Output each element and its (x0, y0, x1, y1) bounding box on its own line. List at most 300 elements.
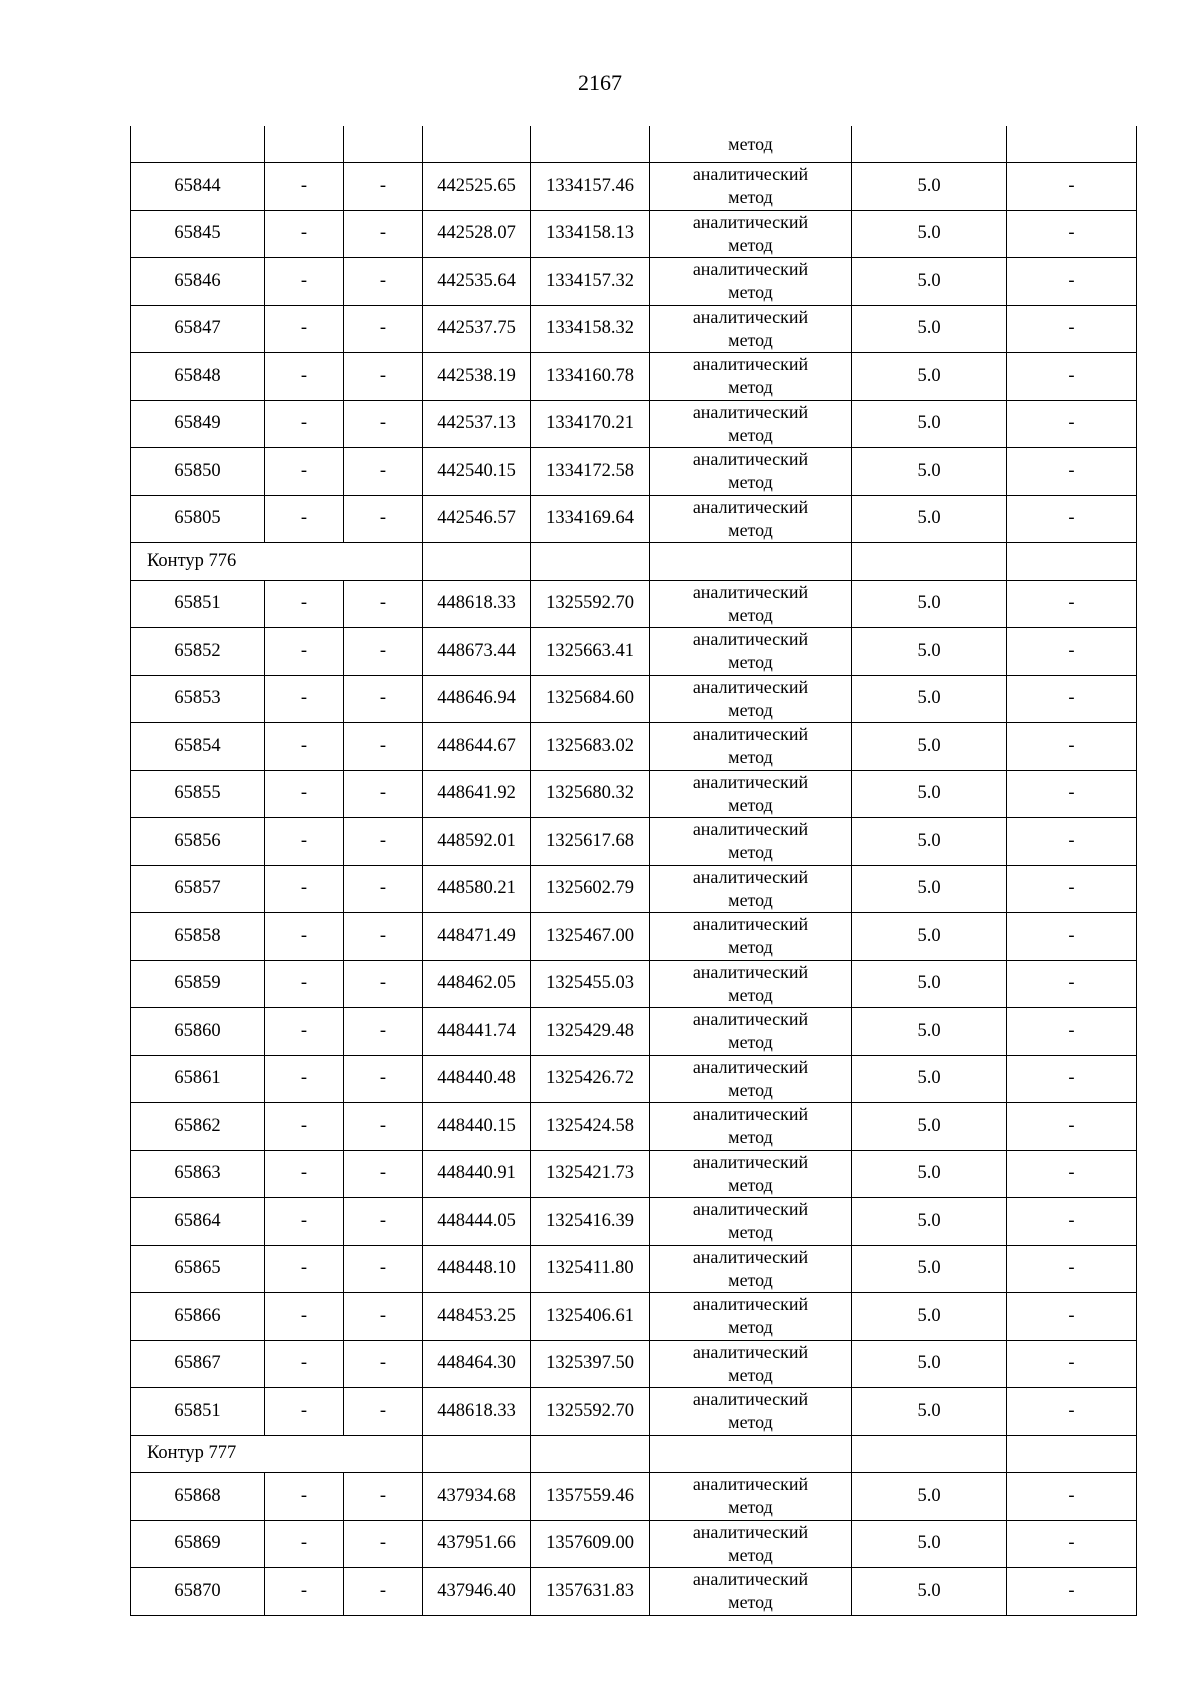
cell-method (650, 770, 852, 818)
cell-y: 1334157.32 (531, 258, 650, 306)
method-line-2: метод (728, 187, 773, 208)
coordinates-table (130, 126, 1137, 1616)
cell-y: 1325467.00 (531, 913, 650, 961)
cell-x: 442528.07 (423, 210, 531, 258)
cell-point-id: 65849 (131, 400, 265, 448)
method-line-1: аналитический (692, 1389, 809, 1410)
cell-col2: - (265, 353, 344, 401)
cell-point-id: 65865 (131, 1245, 265, 1293)
method-line-2: метод (728, 1364, 773, 1385)
cell-x (423, 126, 531, 163)
method-line-1: аналитический (692, 1294, 809, 1315)
cell-accuracy: 5.0 (852, 305, 1007, 353)
cell-col8: - (1007, 1245, 1137, 1293)
cell-y: 1325592.70 (531, 1388, 650, 1436)
cell-method (650, 1568, 852, 1616)
cell-method (650, 543, 852, 581)
cell-x: 448462.05 (423, 960, 531, 1008)
cell-point-id: 65863 (131, 1150, 265, 1198)
cell-accuracy: 5.0 (852, 400, 1007, 448)
cell-col2: - (265, 818, 344, 866)
cell-y: 1325406.61 (531, 1293, 650, 1341)
section-label: Контур 777 (131, 1435, 423, 1473)
cell-accuracy: 5.0 (852, 258, 1007, 306)
cell-col3: - (344, 818, 423, 866)
cell-col8: - (1007, 580, 1137, 628)
cell-y: 1325411.80 (531, 1245, 650, 1293)
cell-y: 1334157.46 (531, 163, 650, 211)
cell-col3: - (344, 865, 423, 913)
cell-col3: - (344, 163, 423, 211)
method-line-1: аналитический (692, 866, 809, 887)
cell-point-id: 65869 (131, 1520, 265, 1568)
cell-method (650, 960, 852, 1008)
method-line-2: метод (728, 329, 773, 350)
table-row-continuation (131, 126, 1137, 163)
cell-x: 442535.64 (423, 258, 531, 306)
cell-y (531, 1435, 650, 1473)
cell-col2: - (265, 210, 344, 258)
cell-y: 1325426.72 (531, 1055, 650, 1103)
cell-col2: - (265, 448, 344, 496)
method-line-2: метод (728, 1222, 773, 1243)
cell-point-id: 65805 (131, 495, 265, 543)
table-row (131, 258, 1137, 306)
cell-accuracy: 5.0 (852, 628, 1007, 676)
method-line-1: аналитический (692, 354, 809, 375)
table-row (131, 1103, 1137, 1151)
method-line-2: метод (728, 699, 773, 720)
method-line-2: метод (728, 604, 773, 625)
cell-method (650, 400, 852, 448)
cell-col3: - (344, 400, 423, 448)
table-row (131, 1150, 1137, 1198)
cell-y (531, 126, 650, 163)
cell-col8: - (1007, 865, 1137, 913)
cell-point-id: 65848 (131, 353, 265, 401)
cell-accuracy: 5.0 (852, 1008, 1007, 1056)
cell-x: 448580.21 (423, 865, 531, 913)
cell-col3: - (344, 675, 423, 723)
cell-method (650, 580, 852, 628)
cell-accuracy: 5.0 (852, 448, 1007, 496)
cell-accuracy: 5.0 (852, 495, 1007, 543)
cell-x: 448440.91 (423, 1150, 531, 1198)
cell-method (650, 353, 852, 401)
cell-x: 448471.49 (423, 913, 531, 961)
cell-col2: - (265, 770, 344, 818)
cell-point-id: 65864 (131, 1198, 265, 1246)
cell-x: 442537.13 (423, 400, 531, 448)
cell-point-id: 65856 (131, 818, 265, 866)
method-line-2: метод (728, 937, 773, 958)
section-row (131, 1435, 1137, 1473)
cell-x: 442546.57 (423, 495, 531, 543)
cell-col8: - (1007, 353, 1137, 401)
table-row (131, 865, 1137, 913)
cell-x: 448453.25 (423, 1293, 531, 1341)
method-line-2: метод (728, 1174, 773, 1195)
cell-y: 1334160.78 (531, 353, 650, 401)
cell-y: 1325424.58 (531, 1103, 650, 1151)
cell-accuracy: 5.0 (852, 1055, 1007, 1103)
cell-point-id: 65870 (131, 1568, 265, 1616)
cell-col3: - (344, 1150, 423, 1198)
cell-accuracy: 5.0 (852, 1568, 1007, 1616)
cell-col3: - (344, 1520, 423, 1568)
method-line-2: метод (728, 234, 773, 255)
cell-point-id: 65860 (131, 1008, 265, 1056)
cell-col8: - (1007, 1568, 1137, 1616)
cell-accuracy: 5.0 (852, 1293, 1007, 1341)
cell-col8: - (1007, 258, 1137, 306)
cell-y: 1357559.46 (531, 1473, 650, 1521)
method-line-2: метод (728, 519, 773, 540)
cell-col3: - (344, 960, 423, 1008)
table-row (131, 1340, 1137, 1388)
method-line-1: аналитический (692, 496, 809, 517)
cell-y: 1325429.48 (531, 1008, 650, 1056)
table-row (131, 305, 1137, 353)
cell-method (650, 1340, 852, 1388)
cell-method (650, 448, 852, 496)
cell-x: 448618.33 (423, 580, 531, 628)
cell-method (650, 913, 852, 961)
section-label: Контур 776 (131, 543, 423, 581)
cell-col3: - (344, 1245, 423, 1293)
cell-point-id: 65857 (131, 865, 265, 913)
cell-y: 1325680.32 (531, 770, 650, 818)
cell-x (423, 1435, 531, 1473)
cell-accuracy: 5.0 (852, 353, 1007, 401)
method-line-1: аналитический (692, 961, 809, 982)
cell-accuracy: 5.0 (852, 675, 1007, 723)
cell-accuracy: 5.0 (852, 723, 1007, 771)
cell-col3: - (344, 1340, 423, 1388)
table-row (131, 960, 1137, 1008)
cell-method (650, 495, 852, 543)
method-line-2: метод (728, 282, 773, 303)
cell-col8: - (1007, 1520, 1137, 1568)
table-row (131, 448, 1137, 496)
cell-method (650, 1198, 852, 1246)
method-line-2: метод (728, 1592, 773, 1613)
cell-col2: - (265, 913, 344, 961)
table-row (131, 495, 1137, 543)
table-row (131, 353, 1137, 401)
cell-col8: - (1007, 495, 1137, 543)
cell-y: 1334158.32 (531, 305, 650, 353)
method-line-1: аналитический (692, 629, 809, 650)
cell-col3: - (344, 353, 423, 401)
method-line-2: метод (728, 1544, 773, 1565)
cell-col3: - (344, 1388, 423, 1436)
method-line-1: аналитический (692, 449, 809, 470)
method-line-2: метод (728, 1497, 773, 1518)
method-line-2: метод (728, 794, 773, 815)
cell-method (650, 1245, 852, 1293)
cell-x (423, 543, 531, 581)
cell-y: 1325602.79 (531, 865, 650, 913)
cell-x: 448444.05 (423, 1198, 531, 1246)
cell-method (650, 628, 852, 676)
method-line-2: метод (728, 1032, 773, 1053)
cell-point-id: 65854 (131, 723, 265, 771)
method-line-2: метод (728, 747, 773, 768)
cell-method (650, 258, 852, 306)
cell-col2: - (265, 1150, 344, 1198)
method-line-1: аналитический (692, 1104, 809, 1125)
cell-accuracy: 5.0 (852, 580, 1007, 628)
cell-col8: - (1007, 1103, 1137, 1151)
cell-method (650, 865, 852, 913)
cell-col3: - (344, 1055, 423, 1103)
table-row (131, 1008, 1137, 1056)
method-line-2: метод (728, 842, 773, 863)
method-line-1: аналитический (692, 1521, 809, 1542)
method-line-2: метод (728, 1317, 773, 1338)
cell-point-id: 65855 (131, 770, 265, 818)
cell-accuracy: 5.0 (852, 210, 1007, 258)
cell-x: 448592.01 (423, 818, 531, 866)
cell-method (650, 1103, 852, 1151)
method-line-1: аналитический (692, 306, 809, 327)
cell-method (650, 675, 852, 723)
cell-col8: - (1007, 960, 1137, 1008)
cell-point-id: 65858 (131, 913, 265, 961)
cell-col3: - (344, 210, 423, 258)
cell-point-id: 65845 (131, 210, 265, 258)
cell-col3: - (344, 580, 423, 628)
table-row (131, 1568, 1137, 1616)
cell-x: 448673.44 (423, 628, 531, 676)
table-body (131, 126, 1137, 1615)
cell-y: 1325455.03 (531, 960, 650, 1008)
cell-col2: - (265, 1103, 344, 1151)
cell-col3: - (344, 913, 423, 961)
cell-y: 1334169.64 (531, 495, 650, 543)
cell-col8: - (1007, 1293, 1137, 1341)
method-line-2: метод (728, 1269, 773, 1290)
cell-col2: - (265, 865, 344, 913)
cell-accuracy: 5.0 (852, 1340, 1007, 1388)
cell-x: 448646.94 (423, 675, 531, 723)
table-row (131, 675, 1137, 723)
method-line-1: аналитический (692, 1569, 809, 1590)
method-line-1: аналитический (692, 819, 809, 840)
cell-accuracy: 5.0 (852, 1150, 1007, 1198)
cell-col2: - (265, 400, 344, 448)
cell-col2: - (265, 723, 344, 771)
cell-col8: - (1007, 723, 1137, 771)
method-line-2: метод (728, 377, 773, 398)
cell-point-id: 65853 (131, 675, 265, 723)
cell-accuracy: 5.0 (852, 913, 1007, 961)
method-line-1: аналитический (692, 771, 809, 792)
cell-col3: - (344, 723, 423, 771)
method-line-1: аналитический (692, 164, 809, 185)
method-line-2: метод (728, 889, 773, 910)
cell-col8: - (1007, 1055, 1137, 1103)
cell-col8: - (1007, 770, 1137, 818)
cell-col2: - (265, 1520, 344, 1568)
method-line-1: аналитический (692, 1009, 809, 1030)
cell-col2: - (265, 305, 344, 353)
cell-method (650, 1293, 852, 1341)
cell-y: 1357609.00 (531, 1520, 650, 1568)
cell-col8: - (1007, 675, 1137, 723)
method-line-1: аналитический (692, 401, 809, 422)
cell-col3: - (344, 770, 423, 818)
cell-col8: - (1007, 163, 1137, 211)
cell-y (531, 543, 650, 581)
table-row (131, 163, 1137, 211)
table-row (131, 723, 1137, 771)
cell-col2: - (265, 495, 344, 543)
cell-y: 1325592.70 (531, 580, 650, 628)
cell-point-id: 65861 (131, 1055, 265, 1103)
cell-x: 448440.15 (423, 1103, 531, 1151)
cell-col8: - (1007, 1150, 1137, 1198)
cell-method (650, 305, 852, 353)
cell-col2: - (265, 580, 344, 628)
method-line-2: метод (728, 1079, 773, 1100)
table-row (131, 1388, 1137, 1436)
method-line-2: метод (728, 1127, 773, 1148)
cell-point-id: 65851 (131, 580, 265, 628)
table-row (131, 210, 1137, 258)
cell-x: 437946.40 (423, 1568, 531, 1616)
cell-method (650, 1388, 852, 1436)
method-line-1: аналитический (692, 581, 809, 602)
cell-y: 1357631.83 (531, 1568, 650, 1616)
method-line-1: аналитический (692, 914, 809, 935)
cell-accuracy: 5.0 (852, 1388, 1007, 1436)
cell-method (650, 163, 852, 211)
cell-col8: - (1007, 1388, 1137, 1436)
cell-x: 442537.75 (423, 305, 531, 353)
cell-point-id: 65862 (131, 1103, 265, 1151)
cell-accuracy: 5.0 (852, 1103, 1007, 1151)
cell-y: 1325683.02 (531, 723, 650, 771)
method-line-2: метод (728, 472, 773, 493)
table-row (131, 1245, 1137, 1293)
cell-x: 448440.48 (423, 1055, 531, 1103)
cell-col3: - (344, 258, 423, 306)
table-row (131, 1473, 1137, 1521)
cell-col8: - (1007, 1473, 1137, 1521)
cell-col3: - (344, 1568, 423, 1616)
cell-col2: - (265, 258, 344, 306)
cell-method (650, 210, 852, 258)
method-line-1: аналитический (692, 1474, 809, 1495)
cell-col2: - (265, 960, 344, 1008)
cell-accuracy: 5.0 (852, 1473, 1007, 1521)
cell-col2 (265, 126, 344, 163)
cell-col2: - (265, 1008, 344, 1056)
cell-accuracy: 5.0 (852, 163, 1007, 211)
cell-col3: - (344, 1103, 423, 1151)
cell-col3: - (344, 1008, 423, 1056)
cell-col2: - (265, 163, 344, 211)
cell-col8: - (1007, 448, 1137, 496)
cell-y: 1325397.50 (531, 1340, 650, 1388)
method-line-2: метод (728, 424, 773, 445)
cell-point-id (131, 126, 265, 163)
cell-accuracy: 5.0 (852, 1520, 1007, 1568)
cell-y: 1325684.60 (531, 675, 650, 723)
cell-col2: - (265, 1245, 344, 1293)
cell-method (650, 818, 852, 866)
cell-accuracy: 5.0 (852, 1198, 1007, 1246)
cell-method (650, 1150, 852, 1198)
cell-x: 448441.74 (423, 1008, 531, 1056)
cell-col8: - (1007, 1198, 1137, 1246)
cell-col8 (1007, 543, 1137, 581)
cell-col8 (1007, 126, 1137, 163)
cell-col3: - (344, 1198, 423, 1246)
cell-col3: - (344, 1473, 423, 1521)
cell-col2: - (265, 1198, 344, 1246)
cell-col8: - (1007, 1340, 1137, 1388)
cell-accuracy: 5.0 (852, 770, 1007, 818)
method-line-1: аналитический (692, 1151, 809, 1172)
cell-x: 442538.19 (423, 353, 531, 401)
page-number: 2167 (578, 70, 622, 95)
cell-col3: - (344, 628, 423, 676)
cell-col8 (1007, 1435, 1137, 1473)
method-line-1: аналитический (692, 724, 809, 745)
cell-accuracy (852, 126, 1007, 163)
cell-y: 1334172.58 (531, 448, 650, 496)
cell-method (650, 1008, 852, 1056)
cell-x: 442540.15 (423, 448, 531, 496)
cell-x: 448448.10 (423, 1245, 531, 1293)
cell-x: 448641.92 (423, 770, 531, 818)
cell-accuracy: 5.0 (852, 865, 1007, 913)
table-row (131, 1198, 1137, 1246)
table-row (131, 913, 1137, 961)
cell-x: 442525.65 (423, 163, 531, 211)
cell-point-id: 65851 (131, 1388, 265, 1436)
method-line-1: аналитический (692, 676, 809, 697)
cell-method (650, 1055, 852, 1103)
cell-accuracy: 5.0 (852, 960, 1007, 1008)
cell-accuracy (852, 1435, 1007, 1473)
cell-x: 437934.68 (423, 1473, 531, 1521)
cell-point-id: 65868 (131, 1473, 265, 1521)
cell-col2: - (265, 1473, 344, 1521)
cell-point-id: 65867 (131, 1340, 265, 1388)
cell-col2: - (265, 1340, 344, 1388)
cell-col3: - (344, 448, 423, 496)
cell-method (650, 1473, 852, 1521)
cell-col8: - (1007, 818, 1137, 866)
cell-col8: - (1007, 628, 1137, 676)
method-line-2: метод (728, 652, 773, 673)
cell-x: 437951.66 (423, 1520, 531, 1568)
table-row (131, 400, 1137, 448)
cell-col2: - (265, 1293, 344, 1341)
cell-col2: - (265, 628, 344, 676)
cell-method (650, 1435, 852, 1473)
cell-y: 1325416.39 (531, 1198, 650, 1246)
cell-x: 448644.67 (423, 723, 531, 771)
method-line-1: аналитический (692, 1341, 809, 1362)
cell-point-id: 65844 (131, 163, 265, 211)
table-row (131, 1293, 1137, 1341)
cell-accuracy (852, 543, 1007, 581)
